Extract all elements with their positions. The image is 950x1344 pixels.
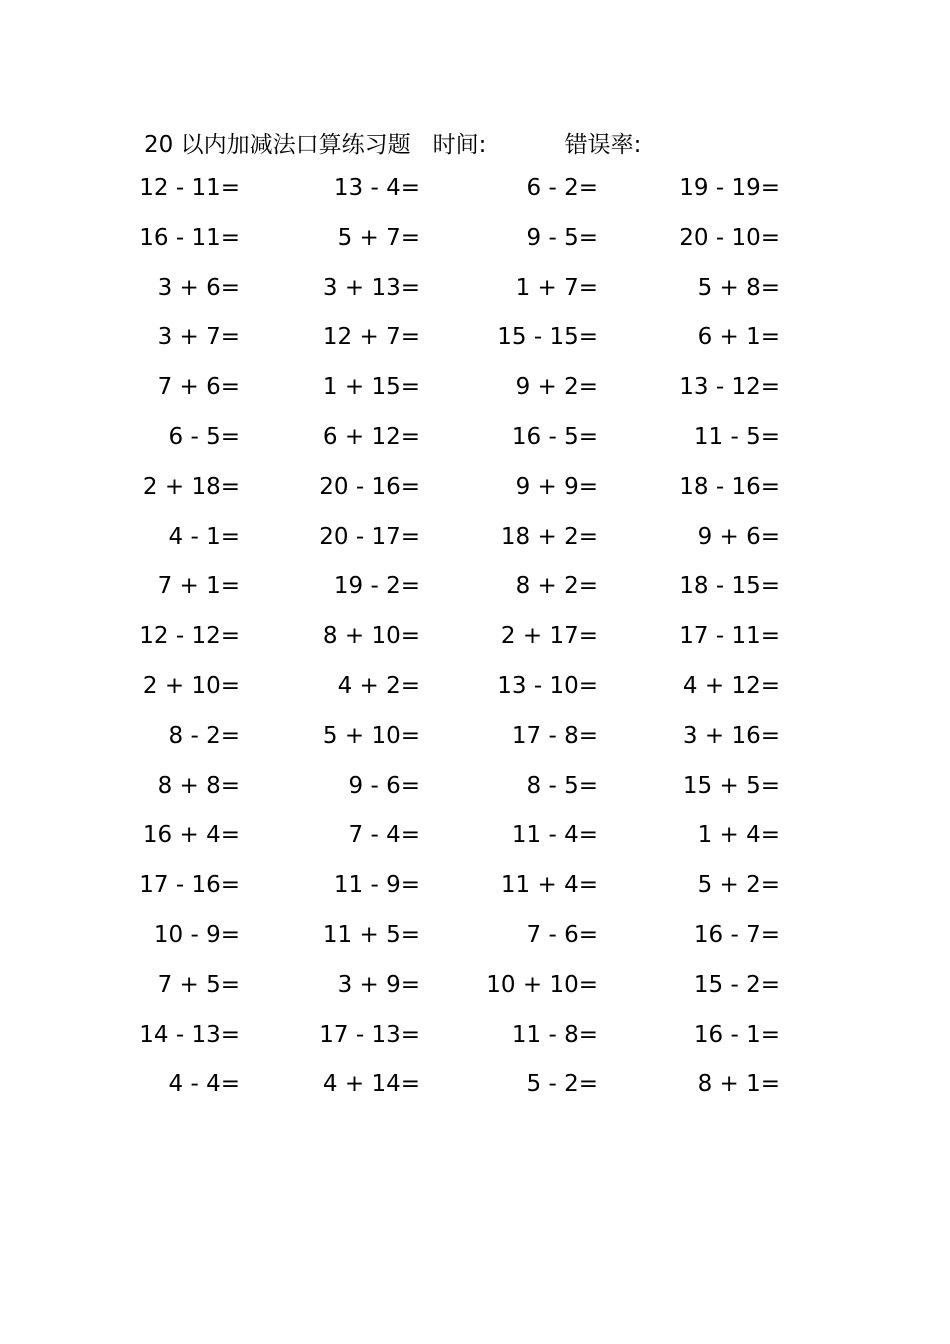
math-problem: 17 - 8= bbox=[511, 722, 598, 749]
math-problem: 10 + 10= bbox=[486, 971, 598, 998]
worksheet-title: 20 以内加减法口算练习题 bbox=[144, 131, 411, 158]
time-label: 时间: bbox=[432, 131, 487, 158]
math-problem: 15 + 5= bbox=[682, 772, 780, 799]
math-problem: 11 - 8= bbox=[511, 1021, 598, 1048]
worksheet-header bbox=[144, 124, 641, 160]
problem-row bbox=[0, 766, 950, 806]
math-problem: 8 + 2= bbox=[515, 573, 598, 600]
math-problem: 11 - 5= bbox=[693, 424, 780, 450]
problem-row bbox=[0, 815, 950, 855]
math-problem: 5 - 2= bbox=[526, 1071, 598, 1098]
math-problem: 11 + 5= bbox=[322, 922, 420, 948]
math-problem: 16 + 4= bbox=[142, 822, 240, 849]
math-problem: 4 + 2= bbox=[337, 673, 420, 699]
math-problem: 13 - 10= bbox=[497, 673, 598, 699]
math-problem: 17 - 11= bbox=[679, 623, 780, 650]
problem-row bbox=[0, 865, 950, 905]
math-problem: 11 - 4= bbox=[511, 822, 598, 849]
math-problem: 2 + 10= bbox=[142, 673, 240, 699]
math-problem: 9 + 2= bbox=[515, 374, 598, 401]
math-problem: 8 + 1= bbox=[697, 1071, 780, 1098]
math-problem: 3 + 13= bbox=[322, 274, 420, 301]
problem-row bbox=[0, 1064, 950, 1104]
math-problem: 17 - 13= bbox=[319, 1021, 420, 1048]
math-problem: 16 - 5= bbox=[511, 424, 598, 450]
problem-row bbox=[0, 467, 950, 507]
error-rate-label: 错误率: bbox=[564, 131, 642, 158]
math-problem: 6 - 5= bbox=[168, 424, 240, 450]
math-problem: 12 + 7= bbox=[322, 324, 420, 351]
problem-row bbox=[0, 915, 950, 955]
math-problem: 18 + 2= bbox=[500, 523, 598, 550]
problem-row bbox=[0, 666, 950, 706]
math-problem: 7 - 6= bbox=[526, 922, 598, 948]
math-problem: 16 - 11= bbox=[139, 224, 240, 251]
math-problem: 12 - 11= bbox=[139, 175, 240, 201]
math-problem: 7 - 4= bbox=[348, 822, 420, 849]
math-problem: 9 - 6= bbox=[348, 772, 420, 799]
math-problem: 8 - 2= bbox=[168, 722, 240, 749]
math-problem: 13 - 4= bbox=[333, 175, 420, 201]
math-problem: 17 - 16= bbox=[139, 872, 240, 899]
math-problem: 4 - 1= bbox=[168, 523, 240, 550]
math-problem: 13 - 12= bbox=[679, 374, 780, 401]
math-problem: 3 + 6= bbox=[157, 274, 240, 301]
math-problem: 15 - 2= bbox=[693, 971, 780, 998]
problem-row bbox=[0, 616, 950, 656]
problem-row bbox=[0, 168, 950, 208]
math-problem: 11 - 9= bbox=[333, 872, 420, 899]
math-problem: 19 - 19= bbox=[679, 175, 780, 201]
math-problem: 7 + 1= bbox=[157, 573, 240, 600]
math-problem: 7 + 5= bbox=[157, 971, 240, 998]
math-problem: 20 - 17= bbox=[319, 523, 420, 550]
math-problem: 1 + 4= bbox=[697, 822, 780, 849]
math-problem: 16 - 7= bbox=[693, 922, 780, 948]
problem-row bbox=[0, 517, 950, 557]
math-problem: 3 + 16= bbox=[682, 722, 780, 749]
math-problem: 19 - 2= bbox=[333, 573, 420, 600]
math-problem: 5 + 7= bbox=[337, 224, 420, 251]
problem-row bbox=[0, 566, 950, 606]
math-problem: 18 - 15= bbox=[679, 573, 780, 600]
problem-row bbox=[0, 417, 950, 457]
math-problem: 4 - 4= bbox=[168, 1071, 240, 1098]
math-problem: 3 + 7= bbox=[157, 324, 240, 351]
problem-row bbox=[0, 317, 950, 357]
math-problem: 6 - 2= bbox=[526, 175, 598, 201]
math-problem: 9 + 9= bbox=[515, 473, 598, 500]
math-problem: 9 - 5= bbox=[526, 224, 598, 251]
math-problem: 10 - 9= bbox=[153, 922, 240, 948]
math-problem: 5 + 2= bbox=[697, 872, 780, 899]
math-problem: 4 + 14= bbox=[322, 1071, 420, 1098]
math-problem: 7 + 6= bbox=[157, 374, 240, 401]
problem-row bbox=[0, 268, 950, 308]
math-problem: 6 + 12= bbox=[322, 424, 420, 450]
math-problem: 16 - 1= bbox=[693, 1021, 780, 1048]
math-problem: 9 + 6= bbox=[697, 523, 780, 550]
math-problem: 2 + 17= bbox=[500, 623, 598, 650]
math-problem: 11 + 4= bbox=[500, 872, 598, 899]
math-problem: 4 + 12= bbox=[682, 673, 780, 699]
math-problem: 1 + 15= bbox=[322, 374, 420, 401]
problem-row bbox=[0, 1015, 950, 1055]
problem-row bbox=[0, 965, 950, 1005]
math-problem: 3 + 9= bbox=[337, 971, 420, 998]
math-problem: 8 + 8= bbox=[157, 772, 240, 799]
math-problem: 20 - 16= bbox=[319, 473, 420, 500]
math-problem: 5 + 8= bbox=[697, 274, 780, 301]
math-problem: 8 + 10= bbox=[322, 623, 420, 650]
math-problem: 15 - 15= bbox=[497, 324, 598, 351]
math-problem: 5 + 10= bbox=[322, 722, 420, 749]
math-problem: 12 - 12= bbox=[139, 623, 240, 650]
math-problem: 1 + 7= bbox=[515, 274, 598, 301]
problem-row bbox=[0, 367, 950, 407]
math-problem: 14 - 13= bbox=[139, 1021, 240, 1048]
math-problem: 8 - 5= bbox=[526, 772, 598, 799]
math-problem: 6 + 1= bbox=[697, 324, 780, 351]
math-problem: 2 + 18= bbox=[142, 473, 240, 500]
math-problem: 20 - 10= bbox=[679, 224, 780, 251]
problem-row bbox=[0, 218, 950, 258]
problem-row bbox=[0, 716, 950, 756]
math-problem: 18 - 16= bbox=[679, 473, 780, 500]
